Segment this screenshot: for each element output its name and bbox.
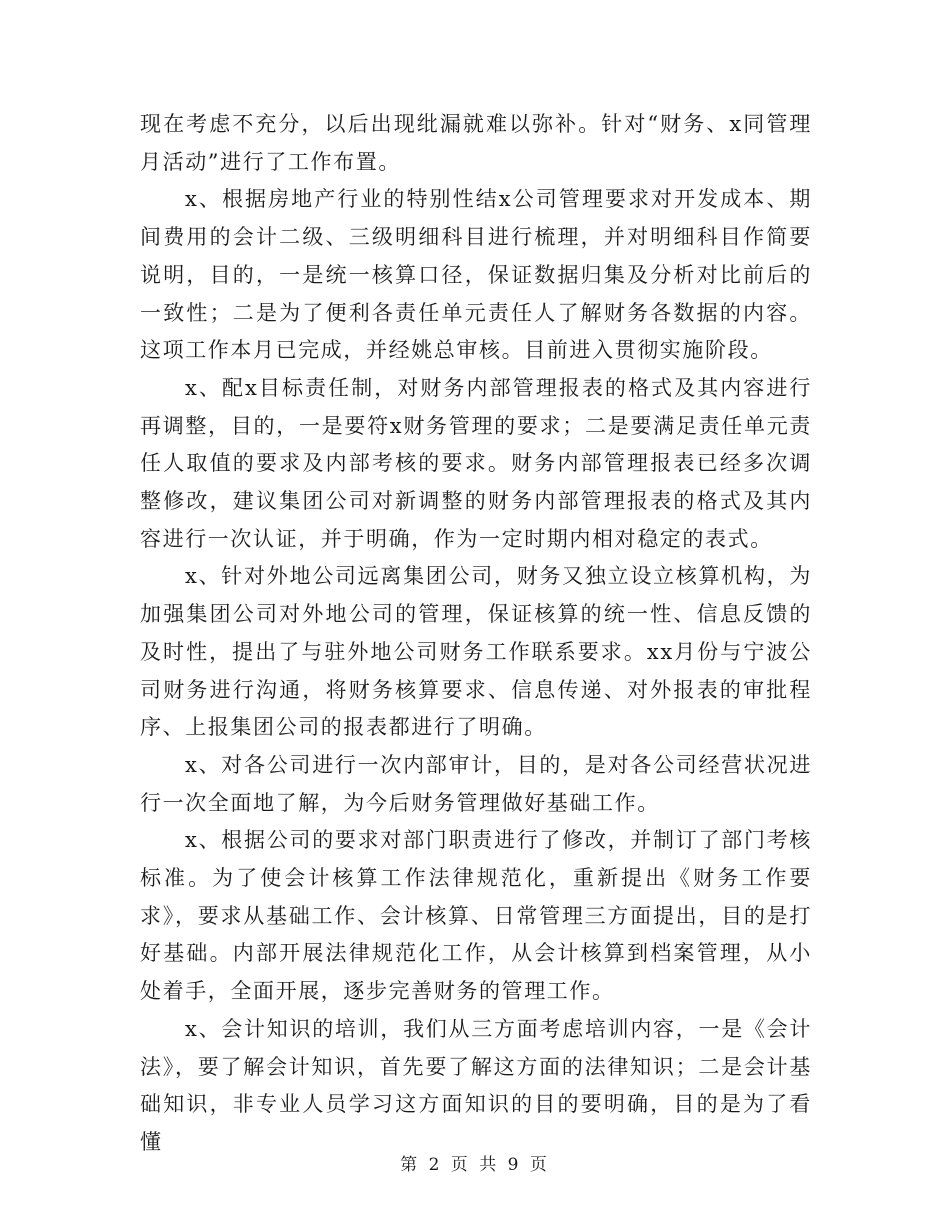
paragraph-4: x、针对外地公司远离集团公司，财务又独立设立核算机构，为加强集团公司对外地公司的管理，保证核算的统一性、信息反馈的及时性，提出了与驻外地公司财务工作联系要求。xx月份与宁波公司财务进行沟通，将财务核算要求、信息传递、对外报表的审批程序、上报集团公司的报表都进行了明确。: [140, 564, 812, 740]
document-body: [140, 106, 812, 1162]
paragraph-3: x、配x目标责任制，对财务内部管理报表的格式及其内容进行再调整，目的，一是要符x财务管理的要求；二是要满足责任单元责任人取值的要求及内部考核的要求。财务内部管理报表已经多次调整修改，建议集团公司对新调整的财务内部管理报表的格式及其内容进行一次认证，并于明确，作为一定时期内相对稳定的表式。: [140, 375, 812, 551]
page-number-footer: 第 2 页 共 9 页: [400, 1155, 550, 1175]
paragraph-2: x、根据房地产行业的特别性结x公司管理要求对开发成本、期间费用的会计二级、三级明细科目进行梳理，并对明细科目作简要说明，目的，一是统一核算口径，保证数据归集及分析对比前后的一致性；二是为了便利各责任单元责任人了解财务各数据的内容。这项工作本月已完成，并经姚总审核。目前进入贯彻实施阶段。: [140, 187, 812, 363]
paragraph-7: x、会计知识的培训，我们从三方面考虑培训内容，一是《会计法》，要了解会计知识，首先要了解这方面的法律知识；二是会计基础知识，非专业人员学习这方面知识的目的要明确，目的是为了看懂: [140, 1016, 812, 1154]
paragraph-5: x、对各公司进行一次内部审计，目的，是对各公司经营状况进行一次全面地了解，为今后财务管理做好基础工作。: [140, 752, 812, 815]
paragraph-6: x、根据公司的要求对部门职责进行了修改，并制订了部门考核标准。为了使会计核算工作法律规范化，重新提出《财务工作要求》，要求从基础工作、会计核算、日常管理三方面提出，目的是打好基础。内部开展法律规范化工作，从会计核算到档案管理，从小处着手，全面开展，逐步完善财务的管理工作。: [140, 828, 812, 1004]
paragraph-1: 现在考虑不充分，以后出现纰漏就难以弥补。针对“财务、x同管理月活动”进行了工作布置。: [140, 112, 812, 174]
